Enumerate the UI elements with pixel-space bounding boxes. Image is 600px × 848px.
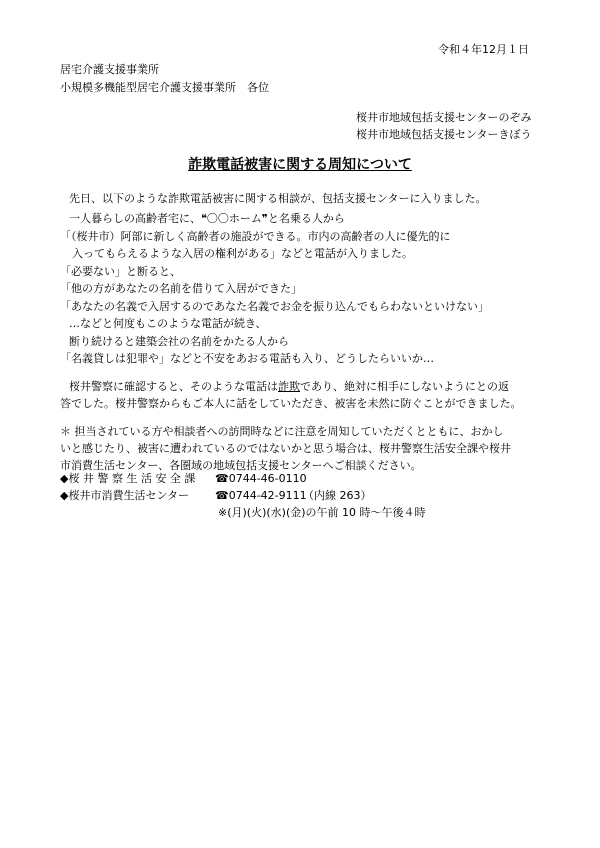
confirm-text-pre: 桜井警察に確認すると、そのような電話は bbox=[69, 380, 278, 393]
contact-consumer-phone: ☎0744-42-9111 bbox=[215, 489, 307, 502]
body-intro: 先日、以下のような詐欺電話被害に関する相談が、包括支援センターに入りました。 bbox=[69, 192, 487, 205]
body-line-8: 断り続けると建築会社の名前をかたる人から bbox=[69, 335, 289, 348]
contact-consumer-name: ◆桜井市消費生活センター bbox=[60, 489, 190, 502]
document-title-text: 詐欺電話被害に関する周知について bbox=[188, 157, 412, 173]
notice-line-2: いと感じたり、被害に遭われているのではないかと思う場合は、桜井警察生活安全課や桜井 bbox=[60, 442, 511, 455]
body-line-7: …などと何度もこのような電話が続き、 bbox=[69, 317, 267, 330]
body-line-2: 「（桜井市）阿部に新しく高齢者の施設ができる。市内の高齢者の人に優先的に bbox=[60, 230, 451, 243]
confirm-line-1 bbox=[69, 380, 509, 394]
confirm-text-post: であり、絶対に相手にしないようにとの返 bbox=[300, 380, 509, 393]
notice-line-3: 市消費生活センター、各圏域の地域包括支援センターへご相談ください。 bbox=[60, 459, 422, 472]
recipient-line-1: 居宅介護支援事業所 bbox=[60, 63, 159, 76]
recipient-line-2: 小規模多機能型居宅介護支援事業所 各位 bbox=[60, 81, 269, 94]
confirm-line-2: 答でした。桜井警察からもご本人に話をしていただき、被害を未然に防ぐことができました。 bbox=[60, 397, 522, 410]
body-line-4: 「必要ない」と断ると、 bbox=[60, 265, 181, 278]
body-line-3: 入ってもらえるような入居の権利がある」などと電話が入りました。 bbox=[72, 247, 413, 260]
body-line-6: 「あなたの名義で入居するのであなた名義でお金を振り込んでもらわないといけない」 bbox=[60, 300, 489, 313]
notice-line-1: ＊ 担当されている方や相談者への訪問時などに注意を周知していただくとともに、おかし bbox=[60, 425, 504, 438]
body-line-5: 「他の方があなたの名前を借りて入居ができた」 bbox=[60, 282, 302, 295]
consultation-hours: ※(月)(火)(水)(金)の午前 10 時～午後４時 bbox=[218, 506, 426, 519]
confirm-text-emphasis: 詐欺 bbox=[278, 380, 300, 393]
contact-police-phone: ☎0744-46-0110 bbox=[215, 472, 307, 485]
body-line-9: 「名義貸しは犯罪や」などと不安をあおる電話も入り、どうしたらいいか… bbox=[60, 352, 434, 365]
sender-line-2: 桜井市地域包括支援センターきぼう bbox=[356, 128, 532, 141]
body-line-1: 一人暮らしの高齢者宅に、❝〇〇ホーム❞と名乗る人から bbox=[69, 212, 345, 225]
document-date: 令和４年12月１日 bbox=[438, 43, 529, 56]
contact-police-name: ◆桜 井 警 察 生 活 安 全 課 bbox=[60, 472, 196, 485]
sender-line-1: 桜井市地域包括支援センターのぞみ bbox=[356, 111, 532, 124]
document-title bbox=[0, 156, 600, 174]
contact-consumer-extension: （内線 263） bbox=[303, 489, 372, 502]
